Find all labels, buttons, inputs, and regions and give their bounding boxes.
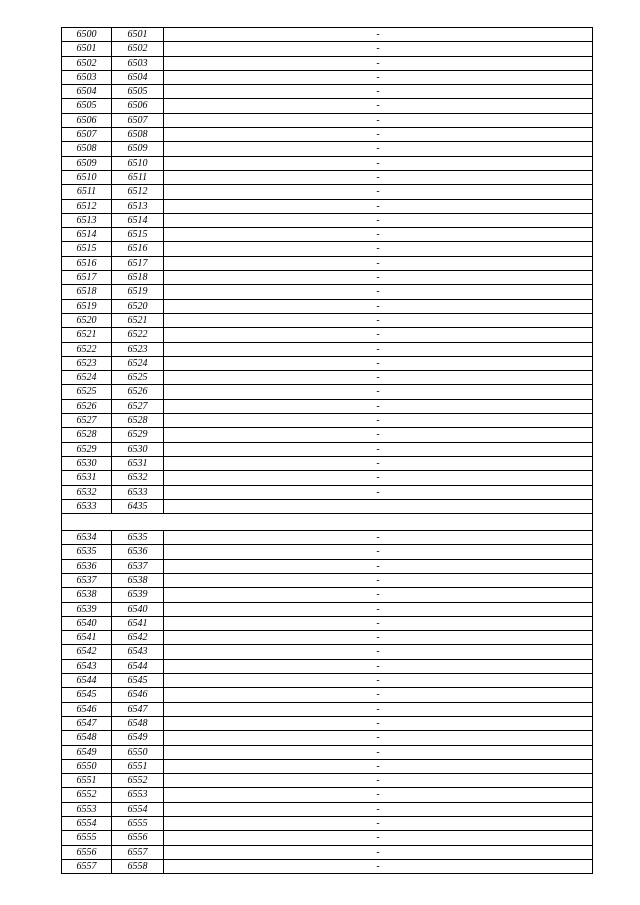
value-cell: - bbox=[164, 702, 593, 716]
value-cell: - bbox=[164, 271, 593, 285]
from-number-cell: 6531 bbox=[62, 471, 112, 485]
value-cell: - bbox=[164, 602, 593, 616]
value-cell: - bbox=[164, 28, 593, 42]
to-number-cell: 6522 bbox=[112, 328, 164, 342]
to-number-cell: 6550 bbox=[112, 745, 164, 759]
from-number-cell: 6541 bbox=[62, 631, 112, 645]
from-number-cell: 6550 bbox=[62, 759, 112, 773]
from-number-cell: 6554 bbox=[62, 817, 112, 831]
from-number-cell: 6549 bbox=[62, 745, 112, 759]
table-body bbox=[62, 28, 593, 874]
from-number-cell: 6547 bbox=[62, 716, 112, 730]
table-row bbox=[62, 688, 593, 702]
from-number-cell: 6544 bbox=[62, 674, 112, 688]
value-cell: - bbox=[164, 142, 593, 156]
table-row bbox=[62, 788, 593, 802]
value-cell: - bbox=[164, 56, 593, 70]
value-cell: - bbox=[164, 588, 593, 602]
value-cell: - bbox=[164, 199, 593, 213]
from-number-cell: 6551 bbox=[62, 774, 112, 788]
value-cell: - bbox=[164, 242, 593, 256]
to-number-cell: 6544 bbox=[112, 659, 164, 673]
table-row bbox=[62, 545, 593, 559]
from-number-cell: 6512 bbox=[62, 199, 112, 213]
table-row bbox=[62, 299, 593, 313]
from-number-cell: 6553 bbox=[62, 802, 112, 816]
table-row bbox=[62, 313, 593, 327]
to-number-cell: 6519 bbox=[112, 285, 164, 299]
value-cell: - bbox=[164, 70, 593, 84]
table-row bbox=[62, 588, 593, 602]
from-number-cell: 6502 bbox=[62, 56, 112, 70]
to-number-cell: 6520 bbox=[112, 299, 164, 313]
from-number-cell: 6519 bbox=[62, 299, 112, 313]
value-cell: - bbox=[164, 299, 593, 313]
to-number-cell: 6532 bbox=[112, 471, 164, 485]
table-row bbox=[62, 128, 593, 142]
table-row bbox=[62, 731, 593, 745]
table-row bbox=[62, 802, 593, 816]
to-number-cell: 6540 bbox=[112, 602, 164, 616]
to-number-cell: 6554 bbox=[112, 802, 164, 816]
to-number-cell: 6517 bbox=[112, 256, 164, 270]
to-number-cell: 6511 bbox=[112, 170, 164, 184]
from-number-cell: 6525 bbox=[62, 385, 112, 399]
from-number-cell: 6540 bbox=[62, 616, 112, 630]
value-cell: - bbox=[164, 745, 593, 759]
table-row bbox=[62, 859, 593, 873]
to-number-cell: 6502 bbox=[112, 42, 164, 56]
value-cell: - bbox=[164, 573, 593, 587]
data-table bbox=[61, 27, 593, 874]
table-row bbox=[62, 573, 593, 587]
to-number-cell: 6509 bbox=[112, 142, 164, 156]
to-number-cell: 6536 bbox=[112, 545, 164, 559]
table-row bbox=[62, 328, 593, 342]
value-cell: - bbox=[164, 399, 593, 413]
from-number-cell: 6524 bbox=[62, 371, 112, 385]
to-number-cell: 6558 bbox=[112, 859, 164, 873]
table-row bbox=[62, 485, 593, 499]
to-number-cell: 6512 bbox=[112, 185, 164, 199]
from-number-cell: 6515 bbox=[62, 242, 112, 256]
from-number-cell: 6511 bbox=[62, 185, 112, 199]
from-number-cell: 6552 bbox=[62, 788, 112, 802]
table-row bbox=[62, 142, 593, 156]
value-cell: - bbox=[164, 731, 593, 745]
value-cell: - bbox=[164, 559, 593, 573]
from-number-cell: 6537 bbox=[62, 573, 112, 587]
table-row bbox=[62, 99, 593, 113]
table-row bbox=[62, 256, 593, 270]
value-cell: - bbox=[164, 313, 593, 327]
to-number-cell: 6529 bbox=[112, 428, 164, 442]
value-cell: - bbox=[164, 674, 593, 688]
from-number-cell: 6555 bbox=[62, 831, 112, 845]
from-number-cell: 6517 bbox=[62, 271, 112, 285]
to-number-cell: 6546 bbox=[112, 688, 164, 702]
to-number-cell: 6535 bbox=[112, 531, 164, 545]
table-row bbox=[62, 170, 593, 184]
to-number-cell: 6555 bbox=[112, 817, 164, 831]
value-cell: - bbox=[164, 42, 593, 56]
to-number-cell: 6547 bbox=[112, 702, 164, 716]
value-cell: - bbox=[164, 845, 593, 859]
value-cell: - bbox=[164, 414, 593, 428]
value-cell: - bbox=[164, 774, 593, 788]
from-number-cell: 6521 bbox=[62, 328, 112, 342]
to-number-cell: 6545 bbox=[112, 674, 164, 688]
to-number-cell: 6506 bbox=[112, 99, 164, 113]
to-number-cell: 6516 bbox=[112, 242, 164, 256]
value-cell: - bbox=[164, 659, 593, 673]
value-cell: - bbox=[164, 831, 593, 845]
table-row bbox=[62, 659, 593, 673]
from-number-cell: 6536 bbox=[62, 559, 112, 573]
from-number-cell: 6513 bbox=[62, 213, 112, 227]
value-cell: - bbox=[164, 256, 593, 270]
value-cell: - bbox=[164, 531, 593, 545]
value-cell: - bbox=[164, 688, 593, 702]
to-number-cell: 6553 bbox=[112, 788, 164, 802]
table-row bbox=[62, 242, 593, 256]
table-row bbox=[62, 716, 593, 730]
to-number-cell: 6541 bbox=[112, 616, 164, 630]
value-cell: - bbox=[164, 113, 593, 127]
value-cell: - bbox=[164, 456, 593, 470]
to-number-cell: 6530 bbox=[112, 442, 164, 456]
to-number-cell: 6501 bbox=[112, 28, 164, 42]
to-number-cell: 6551 bbox=[112, 759, 164, 773]
value-cell: - bbox=[164, 645, 593, 659]
from-number-cell: 6503 bbox=[62, 70, 112, 84]
to-number-cell: 6514 bbox=[112, 213, 164, 227]
value-cell: - bbox=[164, 328, 593, 342]
value-cell: - bbox=[164, 228, 593, 242]
value-cell: - bbox=[164, 485, 593, 499]
table-row bbox=[62, 428, 593, 442]
from-number-cell: 6538 bbox=[62, 588, 112, 602]
value-cell: - bbox=[164, 371, 593, 385]
table-row bbox=[62, 499, 593, 513]
to-number-cell: 6527 bbox=[112, 399, 164, 413]
from-number-cell: 6507 bbox=[62, 128, 112, 142]
from-number-cell: 6557 bbox=[62, 859, 112, 873]
to-number-cell: 6538 bbox=[112, 573, 164, 587]
table-row bbox=[62, 156, 593, 170]
table-row bbox=[62, 531, 593, 545]
from-number-cell: 6539 bbox=[62, 602, 112, 616]
from-number-cell: 6500 bbox=[62, 28, 112, 42]
table-row bbox=[62, 371, 593, 385]
from-number-cell: 6532 bbox=[62, 485, 112, 499]
value-cell: - bbox=[164, 170, 593, 184]
from-number-cell: 6529 bbox=[62, 442, 112, 456]
value-cell: - bbox=[164, 442, 593, 456]
value-cell: - bbox=[164, 802, 593, 816]
to-number-cell: 6531 bbox=[112, 456, 164, 470]
from-number-cell: 6505 bbox=[62, 99, 112, 113]
from-number-cell: 6548 bbox=[62, 731, 112, 745]
value-cell: - bbox=[164, 428, 593, 442]
table-row bbox=[62, 774, 593, 788]
value-cell: - bbox=[164, 85, 593, 99]
table-row bbox=[62, 456, 593, 470]
table-row bbox=[62, 414, 593, 428]
table-row bbox=[62, 399, 593, 413]
table-row bbox=[62, 442, 593, 456]
value-cell: - bbox=[164, 356, 593, 370]
table-row bbox=[62, 56, 593, 70]
table-row bbox=[62, 702, 593, 716]
from-number-cell: 6514 bbox=[62, 228, 112, 242]
value-cell: - bbox=[164, 788, 593, 802]
table-row bbox=[62, 385, 593, 399]
table-row bbox=[62, 185, 593, 199]
to-number-cell: 6548 bbox=[112, 716, 164, 730]
from-number-cell: 6520 bbox=[62, 313, 112, 327]
from-number-cell: 6545 bbox=[62, 688, 112, 702]
value-cell: - bbox=[164, 99, 593, 113]
value-cell: - bbox=[164, 545, 593, 559]
from-number-cell: 6543 bbox=[62, 659, 112, 673]
table-row bbox=[62, 674, 593, 688]
value-cell: - bbox=[164, 616, 593, 630]
group-separator-cell bbox=[62, 514, 593, 531]
group-separator-row bbox=[62, 514, 593, 531]
from-number-cell: 6528 bbox=[62, 428, 112, 442]
table-row bbox=[62, 42, 593, 56]
from-number-cell: 6533 bbox=[62, 499, 112, 513]
table-row bbox=[62, 831, 593, 845]
from-number-cell: 6526 bbox=[62, 399, 112, 413]
to-number-cell: 6504 bbox=[112, 70, 164, 84]
from-number-cell: 6556 bbox=[62, 845, 112, 859]
from-number-cell: 6523 bbox=[62, 356, 112, 370]
to-number-cell: 6505 bbox=[112, 85, 164, 99]
to-number-cell: 6435 bbox=[112, 499, 164, 513]
table-row bbox=[62, 845, 593, 859]
value-cell: - bbox=[164, 817, 593, 831]
to-number-cell: 6524 bbox=[112, 356, 164, 370]
from-number-cell: 6510 bbox=[62, 170, 112, 184]
from-number-cell: 6534 bbox=[62, 531, 112, 545]
from-number-cell: 6530 bbox=[62, 456, 112, 470]
value-cell bbox=[164, 499, 593, 513]
to-number-cell: 6518 bbox=[112, 271, 164, 285]
table-row bbox=[62, 471, 593, 485]
from-number-cell: 6522 bbox=[62, 342, 112, 356]
value-cell: - bbox=[164, 213, 593, 227]
from-number-cell: 6509 bbox=[62, 156, 112, 170]
from-number-cell: 6501 bbox=[62, 42, 112, 56]
to-number-cell: 6542 bbox=[112, 631, 164, 645]
table-row bbox=[62, 85, 593, 99]
to-number-cell: 6552 bbox=[112, 774, 164, 788]
value-cell: - bbox=[164, 759, 593, 773]
to-number-cell: 6513 bbox=[112, 199, 164, 213]
value-cell: - bbox=[164, 631, 593, 645]
to-number-cell: 6507 bbox=[112, 113, 164, 127]
table-row bbox=[62, 28, 593, 42]
table-row bbox=[62, 228, 593, 242]
table-row bbox=[62, 271, 593, 285]
to-number-cell: 6557 bbox=[112, 845, 164, 859]
table-row bbox=[62, 817, 593, 831]
to-number-cell: 6549 bbox=[112, 731, 164, 745]
from-number-cell: 6504 bbox=[62, 85, 112, 99]
table-row bbox=[62, 616, 593, 630]
value-cell: - bbox=[164, 716, 593, 730]
to-number-cell: 6523 bbox=[112, 342, 164, 356]
value-cell: - bbox=[164, 285, 593, 299]
to-number-cell: 6515 bbox=[112, 228, 164, 242]
from-number-cell: 6542 bbox=[62, 645, 112, 659]
to-number-cell: 6510 bbox=[112, 156, 164, 170]
value-cell: - bbox=[164, 128, 593, 142]
table-row bbox=[62, 356, 593, 370]
to-number-cell: 6508 bbox=[112, 128, 164, 142]
table-row bbox=[62, 759, 593, 773]
table-row bbox=[62, 199, 593, 213]
table-row bbox=[62, 602, 593, 616]
from-number-cell: 6508 bbox=[62, 142, 112, 156]
table-row bbox=[62, 70, 593, 84]
from-number-cell: 6535 bbox=[62, 545, 112, 559]
to-number-cell: 6521 bbox=[112, 313, 164, 327]
table-row bbox=[62, 631, 593, 645]
from-number-cell: 6506 bbox=[62, 113, 112, 127]
to-number-cell: 6503 bbox=[112, 56, 164, 70]
from-number-cell: 6546 bbox=[62, 702, 112, 716]
to-number-cell: 6539 bbox=[112, 588, 164, 602]
table-row bbox=[62, 745, 593, 759]
value-cell: - bbox=[164, 471, 593, 485]
from-number-cell: 6527 bbox=[62, 414, 112, 428]
to-number-cell: 6543 bbox=[112, 645, 164, 659]
to-number-cell: 6528 bbox=[112, 414, 164, 428]
table-row bbox=[62, 213, 593, 227]
value-cell: - bbox=[164, 156, 593, 170]
from-number-cell: 6518 bbox=[62, 285, 112, 299]
table-row bbox=[62, 645, 593, 659]
value-cell: - bbox=[164, 385, 593, 399]
to-number-cell: 6525 bbox=[112, 371, 164, 385]
value-cell: - bbox=[164, 185, 593, 199]
value-cell: - bbox=[164, 859, 593, 873]
from-number-cell: 6516 bbox=[62, 256, 112, 270]
table-row bbox=[62, 342, 593, 356]
to-number-cell: 6537 bbox=[112, 559, 164, 573]
table-row bbox=[62, 113, 593, 127]
value-cell: - bbox=[164, 342, 593, 356]
to-number-cell: 6533 bbox=[112, 485, 164, 499]
to-number-cell: 6526 bbox=[112, 385, 164, 399]
table-row bbox=[62, 559, 593, 573]
to-number-cell: 6556 bbox=[112, 831, 164, 845]
table-row bbox=[62, 285, 593, 299]
